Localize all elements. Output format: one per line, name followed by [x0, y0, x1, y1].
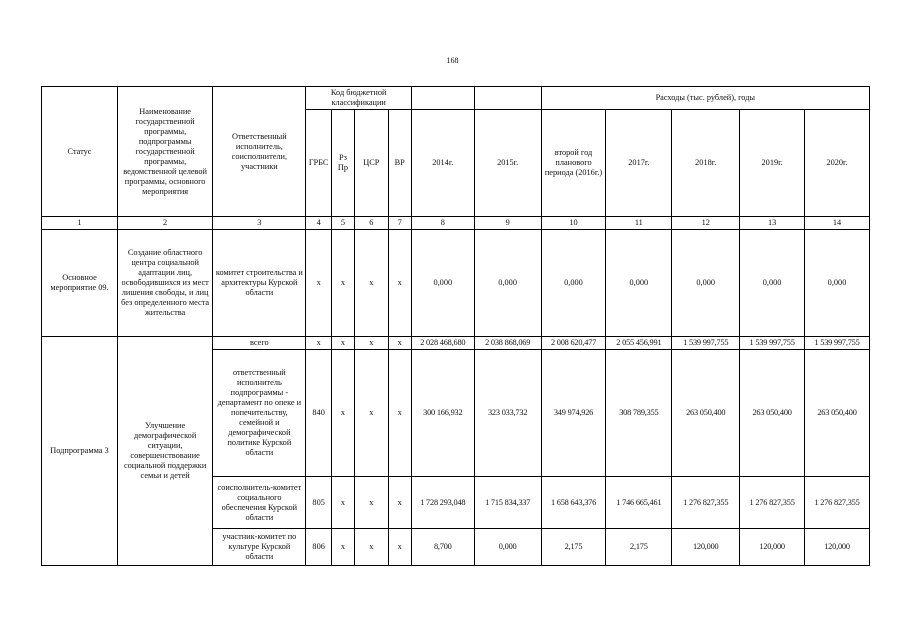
table-cell: 1 276 827,355: [672, 477, 740, 529]
table-cell: х: [388, 529, 411, 566]
table-cell: Основное мероприятие 09.: [42, 230, 118, 337]
table-cell: 806: [306, 529, 331, 566]
table-cell: х: [388, 350, 411, 477]
table-cell: 0,000: [672, 230, 740, 337]
table-cell: ответственный исполнитель подпрограммы - департамент по опеке и попечительству, семейной и демографической политике Курской области: [213, 350, 306, 477]
table-cell: 263 050,400: [805, 350, 870, 477]
column-number: 5: [331, 217, 354, 230]
blank-cell: [411, 87, 474, 110]
grbs-header: ГРБС: [306, 110, 331, 217]
column-number: 6: [355, 217, 388, 230]
vr-header: ВР: [388, 110, 411, 217]
table-cell: 323 033,732: [474, 350, 541, 477]
csr-header: ЦСР: [355, 110, 388, 217]
table-cell: 8,700: [411, 529, 474, 566]
column-number: 13: [740, 217, 805, 230]
table-cell: 2,175: [606, 529, 672, 566]
year-header: 2020г.: [805, 110, 870, 217]
header-row-1: [42, 87, 870, 110]
table-cell: х: [331, 529, 354, 566]
table-cell: 1 728 293,048: [411, 477, 474, 529]
table-cell: Улучшение демографической ситуации, совершенствование социальной поддержки семьи и детей: [118, 337, 213, 566]
table-cell: 805: [306, 477, 331, 529]
table-cell: 840: [306, 350, 331, 477]
table-row: [42, 230, 870, 337]
page-number: 168: [446, 56, 459, 65]
table-cell: 300 166,932: [411, 350, 474, 477]
column-number: 7: [388, 217, 411, 230]
column-number: 12: [672, 217, 740, 230]
table-cell: х: [306, 230, 331, 337]
column-number: 14: [805, 217, 870, 230]
table-cell: х: [388, 477, 411, 529]
table-cell: 263 050,400: [740, 350, 805, 477]
table-cell: 120,000: [805, 529, 870, 566]
table-cell: соисполнитель-комитет социального обеспечения Курской области: [213, 477, 306, 529]
budget-code-header: Код бюджетной классификации: [306, 87, 411, 110]
table-cell: 2,175: [541, 529, 606, 566]
table-cell: 263 050,400: [672, 350, 740, 477]
table-cell: 1 276 827,355: [805, 477, 870, 529]
responsible-header: Ответственный исполнитель, соисполнители, участники: [213, 87, 306, 217]
year-header: второй год планового периода (2016г.): [541, 110, 606, 217]
table-cell: 0,000: [474, 529, 541, 566]
table-cell: 2 008 620,477: [541, 337, 606, 350]
table-cell: 349 974,926: [541, 350, 606, 477]
table-cell: 2 038 868,069: [474, 337, 541, 350]
year-header: 2014г.: [411, 110, 474, 217]
table-cell: 0,000: [474, 230, 541, 337]
year-header: 2017г.: [606, 110, 672, 217]
table-cell: 1 276 827,355: [740, 477, 805, 529]
table-cell: х: [388, 337, 411, 350]
table-cell: 0,000: [606, 230, 672, 337]
column-number: 8: [411, 217, 474, 230]
table-cell: х: [355, 337, 388, 350]
column-number: 11: [606, 217, 672, 230]
table-cell: 2 055 456,991: [606, 337, 672, 350]
table-cell: х: [355, 529, 388, 566]
table-cell: х: [388, 230, 411, 337]
status-header: Статус: [42, 87, 118, 217]
rzpr-header: Рз Пр: [331, 110, 354, 217]
table-cell: 2 028 468,680: [411, 337, 474, 350]
table-cell: 0,000: [740, 230, 805, 337]
column-number: 4: [306, 217, 331, 230]
year-header: 2019г.: [740, 110, 805, 217]
table-cell: 1 658 643,376: [541, 477, 606, 529]
table-cell: 1 715 834,337: [474, 477, 541, 529]
table-cell: х: [331, 477, 354, 529]
column-number: 9: [474, 217, 541, 230]
budget-table: [41, 86, 870, 566]
table-cell: х: [331, 350, 354, 477]
table-body: [42, 230, 870, 566]
column-numbers-row: [42, 217, 870, 230]
column-number: 1: [42, 217, 118, 230]
table-cell: х: [306, 337, 331, 350]
table-cell: Подпрограмма 3: [42, 337, 118, 566]
table-cell: всего: [213, 337, 306, 350]
table-cell: х: [355, 350, 388, 477]
table-row: [42, 337, 870, 350]
table-cell: комитет строительства и архитектуры Курской области: [213, 230, 306, 337]
blank-cell: [474, 87, 541, 110]
name-header: Наименование государственной программы, подпрограммы государственной программы, ведомственной целевой программы, основного мероприятия: [118, 87, 213, 217]
table-cell: 308 789,355: [606, 350, 672, 477]
table-cell: Создание областного центра социальной адаптации лиц, освободившихся из мест лишения свободы, и лиц без определенного места жительства: [118, 230, 213, 337]
table-cell: 120,000: [740, 529, 805, 566]
expenses-header: Расходы (тыс. рублей), годы: [541, 87, 869, 110]
column-number: 10: [541, 217, 606, 230]
table-cell: 0,000: [411, 230, 474, 337]
year-header: 2015г.: [474, 110, 541, 217]
column-number: 3: [213, 217, 306, 230]
table-cell: 1 539 997,755: [672, 337, 740, 350]
table-cell: 120,000: [672, 529, 740, 566]
table-cell: 1 539 997,755: [740, 337, 805, 350]
table-cell: участник-комитет по культуре Курской области: [213, 529, 306, 566]
column-number: 2: [118, 217, 213, 230]
table-cell: х: [355, 230, 388, 337]
table-cell: х: [331, 337, 354, 350]
table-cell: 1 539 997,755: [805, 337, 870, 350]
table-cell: 0,000: [805, 230, 870, 337]
table-cell: х: [355, 477, 388, 529]
table-cell: 0,000: [541, 230, 606, 337]
table-cell: 1 746 665,461: [606, 477, 672, 529]
table-cell: х: [331, 230, 354, 337]
year-header: 2018г.: [672, 110, 740, 217]
